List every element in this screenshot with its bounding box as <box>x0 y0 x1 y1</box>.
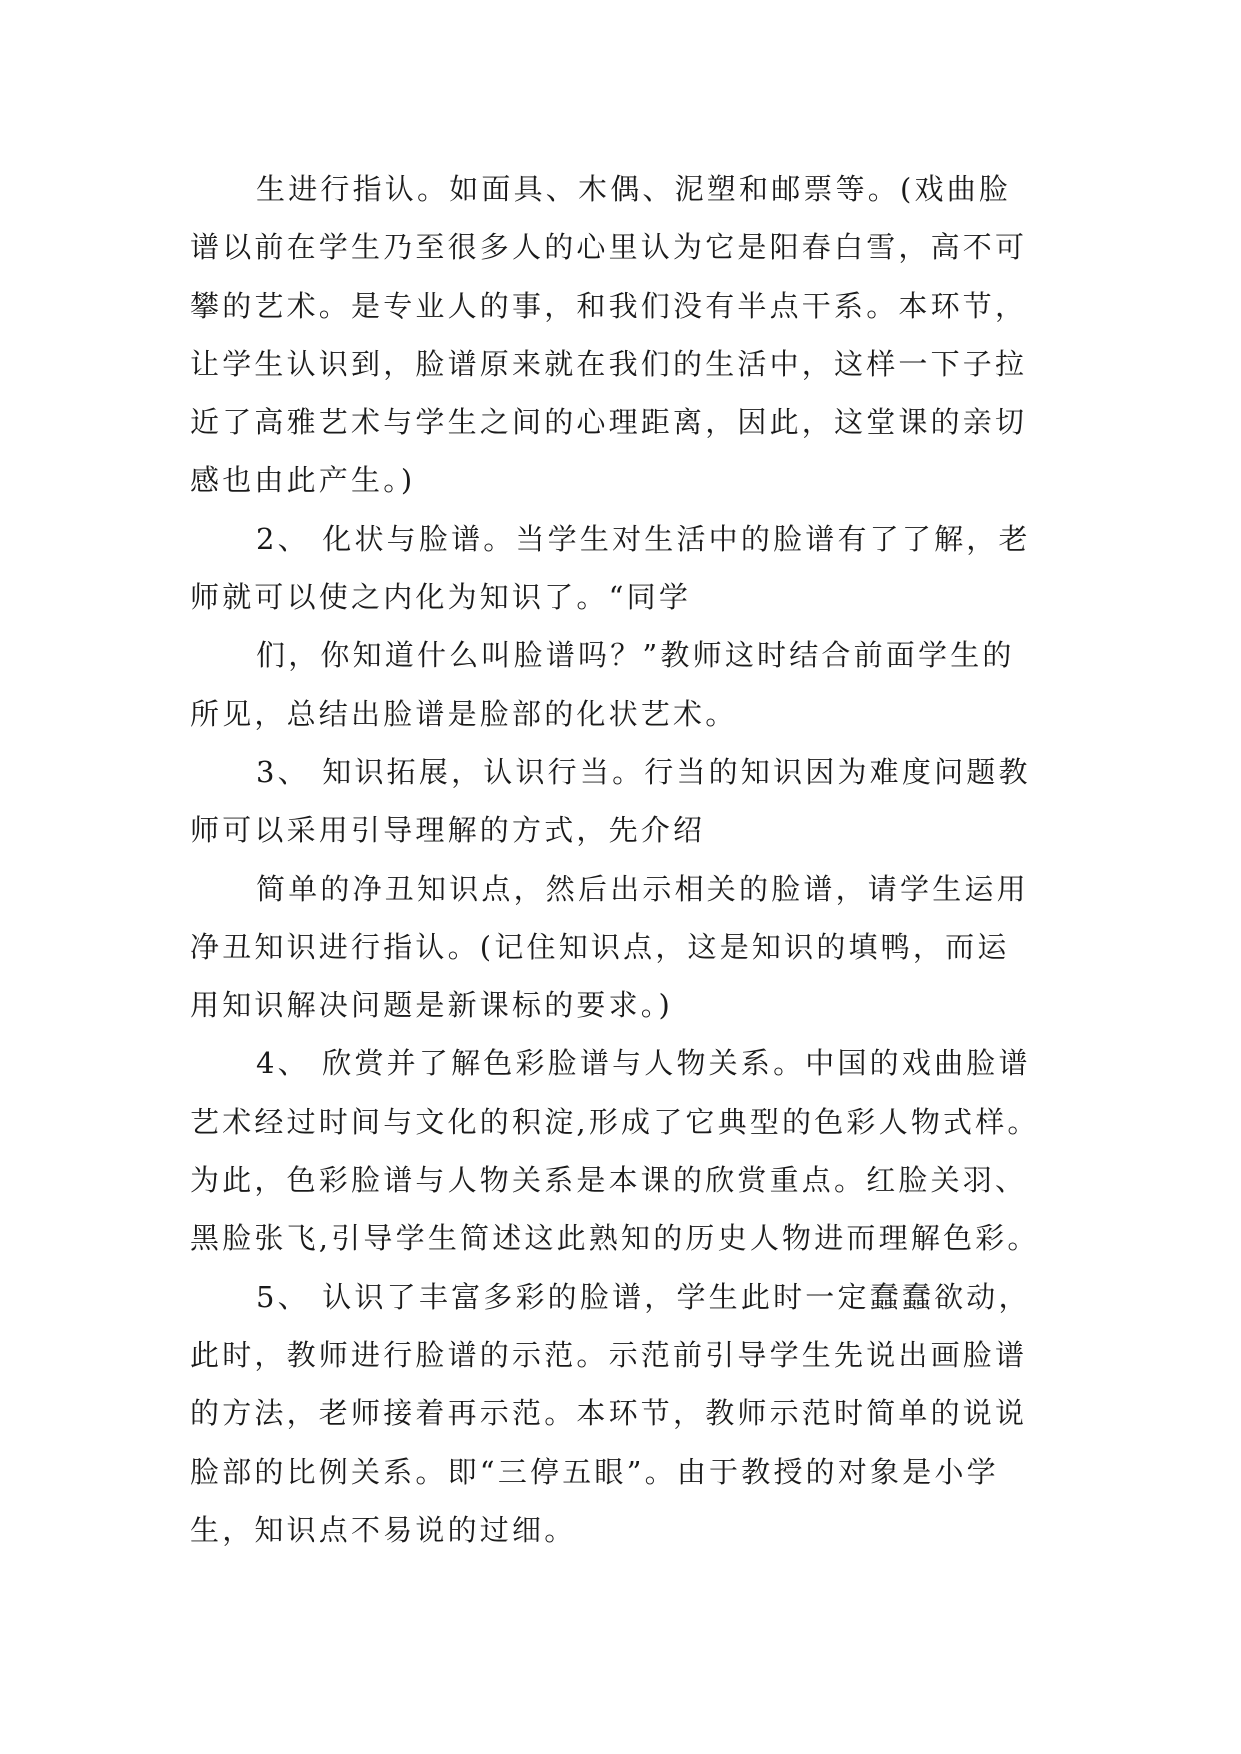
text-line: 生进行指认。如面具、木偶、泥塑和邮票等。(戏曲脸 <box>256 172 1012 206</box>
text-line: 攀的艺术。是专业人的事，和我们没有半点干系。本环节， <box>190 288 1028 323</box>
text-line: 4、 欣赏并了解色彩脸谱与人物关系。中国的戏曲脸谱 <box>256 1046 1031 1081</box>
text-line: 2、 化状与脸谱。当学生对生活中的脸谱有了了解，老 <box>256 521 1031 556</box>
text-line: 谱以前在学生乃至很多人的心里认为它是阳春白雪，高不可 <box>190 230 1028 265</box>
text-line: 师就可以使之内化为知识了。“同学 <box>190 580 692 615</box>
text-line: 艺术经过时间与文化的积淀,形成了它典型的色彩人物式样。 <box>190 1104 1040 1139</box>
text-line: 此时，教师进行脸谱的示范。示范前引导学生先说出画脸谱 <box>190 1337 1028 1372</box>
text-line: 5、 认识了丰富多彩的脸谱，学生此时一定蠢蠢欲动， <box>256 1279 1031 1314</box>
text-line: 们，你知道什么叫脸谱吗？”教师这时结合前面学生的 <box>256 638 1015 673</box>
text-line: 黑脸张飞,引导学生简述这此熟知的历史人物进而理解色彩。 <box>190 1221 1040 1256</box>
text-line: 3、 知识拓展，认识行当。行当的知识因为难度问题教 <box>256 754 1031 789</box>
text-line: 用知识解决问题是新课标的要求。) <box>190 988 674 1023</box>
body-text <box>190 160 1070 1559</box>
text-line: 的方法，老师接着再示范。本环节，教师示范时简单的说说 <box>190 1396 1028 1431</box>
text-line: 净丑知识进行指认。(记住知识点，这是知识的填鸭，而运 <box>190 929 1010 964</box>
text-line: 生，知识点不易说的过细。 <box>190 1512 577 1547</box>
text-line: 所见，总结出脸谱是脸部的化状艺术。 <box>190 696 738 731</box>
text-line: 脸部的比例关系。即“三停五眼”。由于教授的对象是小学 <box>190 1454 999 1489</box>
text-line: 感也由此产生。) <box>190 463 416 498</box>
text-line: 为此，色彩脸谱与人物关系是本课的欣赏重点。红脸关羽、 <box>190 1163 1028 1198</box>
text-line: 近了高雅艺术与学生之间的心理距离，因此，这堂课的亲切 <box>190 405 1028 440</box>
text-line: 让学生认识到，脸谱原来就在我们的生活中，这样一下子拉 <box>190 346 1028 381</box>
text-line: 简单的净丑知识点，然后出示相关的脸谱，请学生运用 <box>256 871 1029 906</box>
text-line: 师可以采用引导理解的方式，先介绍 <box>190 813 706 848</box>
